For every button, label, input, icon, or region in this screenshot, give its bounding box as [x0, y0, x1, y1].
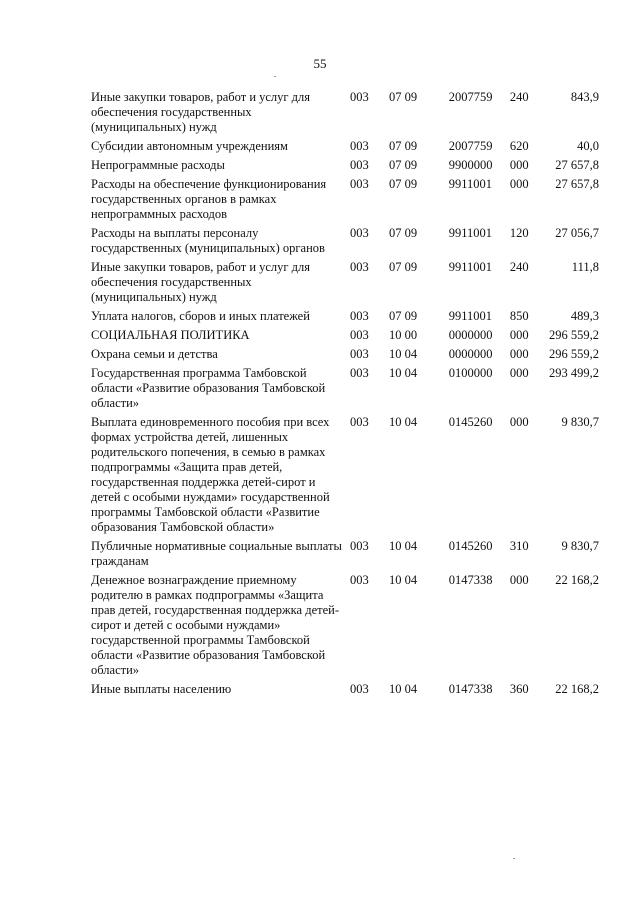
row-target-article: 0147338 [448, 682, 493, 696]
row-amount: 40,0 [577, 139, 599, 153]
row-target-article: 0145260 [448, 539, 493, 553]
row-section-code: 07 09 [389, 260, 418, 274]
row-name: Уплата налогов, сборов и иных платежей [91, 309, 310, 323]
table-row [91, 328, 599, 347]
row-name: Расходы на выплаты персоналу государственных (муниципальных) органов [91, 226, 325, 255]
row-admin-code: 003 [349, 260, 369, 274]
page-number: 55 [313, 56, 327, 71]
row-admin-code: 003 [349, 682, 369, 696]
row-expense-type: 000 [509, 415, 529, 429]
row-expense-type: 620 [509, 139, 529, 153]
row-expense-type: 310 [509, 539, 529, 553]
row-amount: 296 559,2 [549, 328, 599, 342]
row-target-article: 0000000 [448, 328, 493, 342]
row-name: Субсидии автономным учреждениям [91, 139, 288, 153]
row-target-article: 2007759 [448, 90, 493, 104]
row-admin-code: 003 [349, 539, 369, 553]
row-section-code: 07 09 [389, 90, 418, 104]
scan-speck [513, 858, 515, 859]
row-amount: 27 657,8 [555, 158, 599, 172]
row-admin-code: 003 [349, 139, 369, 153]
row-expense-type: 000 [509, 573, 529, 587]
row-name: Публичные нормативные социальные выплаты гражданам [91, 539, 342, 568]
row-expense-type: 000 [509, 366, 529, 380]
row-admin-code: 003 [349, 366, 369, 380]
budget-table [91, 90, 599, 701]
row-target-article: 9911001 [448, 177, 493, 191]
row-section-code: 07 09 [389, 158, 418, 172]
row-section-code: 10 00 [389, 328, 418, 342]
row-target-article: 9900000 [448, 158, 493, 172]
row-admin-code: 003 [349, 177, 369, 191]
row-target-article: 0100000 [448, 366, 493, 380]
row-expense-type: 120 [509, 226, 529, 240]
table-row [91, 158, 599, 177]
table-row [91, 309, 599, 328]
row-expense-type: 240 [509, 260, 529, 274]
row-amount: 296 559,2 [549, 347, 599, 361]
row-expense-type: 000 [509, 158, 529, 172]
row-admin-code: 003 [349, 90, 369, 104]
row-amount: 111,8 [571, 260, 599, 274]
row-section-code: 10 04 [389, 347, 418, 361]
row-admin-code: 003 [349, 226, 369, 240]
row-section-code: 07 09 [389, 139, 418, 153]
row-amount: 843,9 [570, 90, 599, 104]
row-target-article: 9911001 [448, 260, 493, 274]
row-amount: 9 830,7 [561, 415, 599, 429]
row-admin-code: 003 [349, 415, 369, 429]
row-admin-code: 003 [349, 347, 369, 361]
table-row [91, 539, 599, 573]
table-row [91, 260, 599, 309]
row-section-code: 10 04 [389, 366, 418, 380]
row-expense-type: 000 [509, 347, 529, 361]
row-target-article: 0147338 [448, 573, 493, 587]
table-row [91, 366, 599, 415]
row-section-code: 10 04 [389, 682, 418, 696]
table-row [91, 347, 599, 366]
table-row [91, 226, 599, 260]
row-section-code: 07 09 [389, 226, 418, 240]
row-expense-type: 000 [509, 328, 529, 342]
row-target-article: 0145260 [448, 415, 493, 429]
row-expense-type: 240 [509, 90, 529, 104]
row-amount: 22 168,2 [555, 573, 599, 587]
table-row [91, 139, 599, 158]
row-amount: 489,3 [570, 309, 599, 323]
row-expense-type: 850 [509, 309, 529, 323]
row-expense-type: 360 [509, 682, 529, 696]
row-name: Расходы на обеспечение функционирования государственных органов в рамках непрограммных расходов [91, 177, 327, 221]
row-target-article: 9911001 [448, 309, 493, 323]
row-amount: 9 830,7 [561, 539, 599, 553]
row-expense-type: 000 [509, 177, 529, 191]
row-name: Выплата единовременного пособия при всех формах устройства детей, лишенных родительского попечения, в семью в рамках подпрограммы «Защита прав детей, государственная поддержка детей-сирот и детей с особыми нуждами» государственной программы Тамбовской области «Развитие образования Тамбовской области» [91, 415, 330, 534]
row-name: Иные закупки товаров, работ и услуг для обеспечения государственных (муниципальных) нужд [91, 260, 311, 304]
row-name: Денежное вознаграждение приемному родителю в рамках подпрограммы «Защита прав детей, государственная поддержка детей-сирот и детей с особыми нуждами» государственной программы Тамбовской области «Развитие образования Тамбовской области» [91, 573, 340, 677]
row-name: Иные закупки товаров, работ и услуг для обеспечения государственных (муниципальных) нужд [91, 90, 311, 134]
row-target-article: 2007759 [448, 139, 493, 153]
table-row [91, 177, 599, 226]
row-name: Государственная программа Тамбовской области «Развитие образования Тамбовской области» [91, 366, 326, 410]
table-row [91, 573, 599, 682]
row-target-article: 9911001 [448, 226, 493, 240]
row-admin-code: 003 [349, 158, 369, 172]
row-amount: 27 056,7 [555, 226, 599, 240]
row-name: Охрана семьи и детства [91, 347, 218, 361]
table-row [91, 90, 599, 139]
row-name: СОЦИАЛЬНАЯ ПОЛИТИКА [91, 328, 250, 342]
row-amount: 27 657,8 [555, 177, 599, 191]
row-admin-code: 003 [349, 573, 369, 587]
row-section-code: 10 04 [389, 539, 418, 553]
row-name: Иные выплаты населению [91, 682, 232, 696]
scan-speck [274, 76, 276, 77]
row-section-code: 07 09 [389, 309, 418, 323]
table-row [91, 415, 599, 539]
row-section-code: 10 04 [389, 573, 418, 587]
table-row [91, 682, 599, 701]
row-name: Непрограммные расходы [91, 158, 225, 172]
row-section-code: 10 04 [389, 415, 418, 429]
row-target-article: 0000000 [448, 347, 493, 361]
row-admin-code: 003 [349, 328, 369, 342]
row-admin-code: 003 [349, 309, 369, 323]
row-amount: 22 168,2 [555, 682, 599, 696]
row-amount: 293 499,2 [549, 366, 599, 380]
row-section-code: 07 09 [389, 177, 418, 191]
